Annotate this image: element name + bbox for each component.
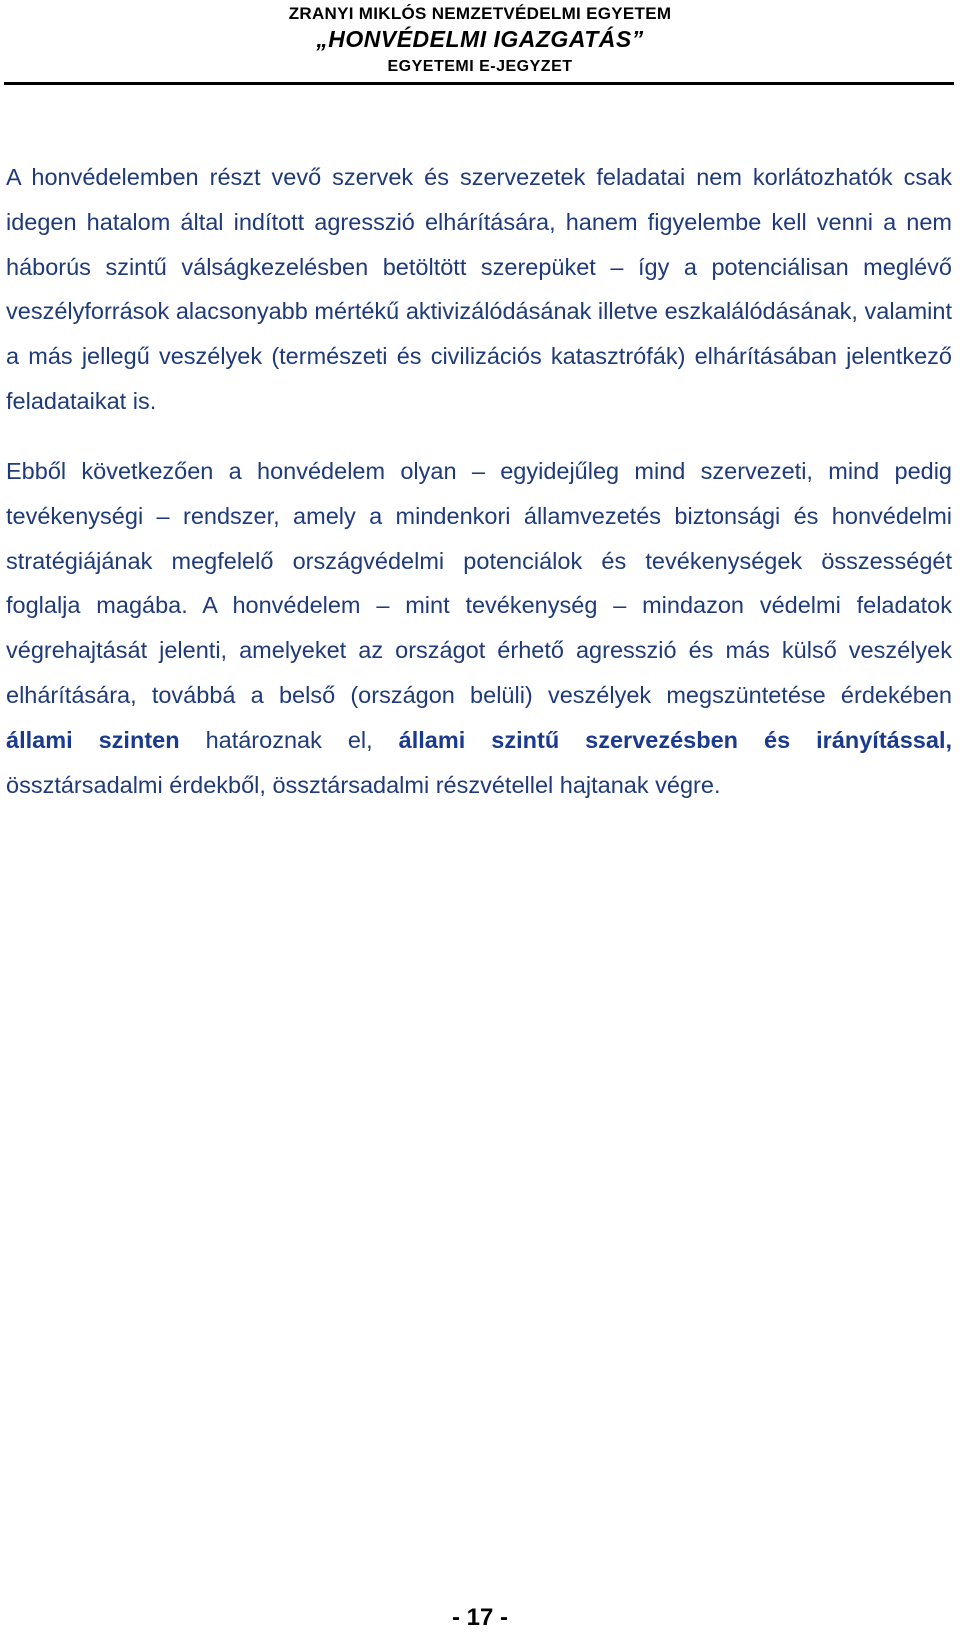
paragraph-2-bold-a: állami szinten <box>6 726 180 753</box>
header-divider <box>4 82 954 85</box>
paragraph-2-bold-b: állami szintű szervezésben és irányítással, <box>398 726 953 753</box>
paragraph-1 <box>6 155 952 424</box>
paragraph-2-text-b: határoznak el, <box>179 726 399 753</box>
page-number: - 17 - <box>451 1604 508 1631</box>
paragraph-2 <box>6 449 952 807</box>
paragraph-1-text: A honvédelemben részt vevő szervek és szervezetek feladatai nem korlátozhatók csak idegen hatalom által indított agresszió elhárítására, hanem figyelembe kell venni a nem háborús szintű válságkezelésben betöltött szerepüket – így a potenciálisan meglévő veszélyforrások alacsonyabb mértékű aktivizálódásának illetve eszkalálódásának, valamint a más jellegű veszélyek (természeti és civilizációs katasztrófák) elhárításában jelentkező feladataikat is. <box>6 164 952 414</box>
document-title: „HONVÉDELMI IGAZGATÁS” <box>316 26 644 52</box>
paragraph-2-text-a: Ebből következően a honvédelem olyan – egyidejűleg mind szervezeti, mind pedig tevékenységi – rendszer, amely a mindenkori államvezetés biztonsági és honvédelmi stratégiájának megfelelő országvédelmi potenciálok és tevékenységek összességét foglalja magába. A honvédelem – mint tevékenység – mindazon védelmi feladatok végrehajtását jelenti, amelyeket az országot érhető agresszió és más külső veszélyek elhárítására, továbbá a belső (országon belüli) veszélyek megszüntetése érdekében <box>6 458 952 708</box>
paragraph-2-text-c: össztársadalmi érdekből, össztársadalmi részvétellel hajtanak végre. <box>6 771 721 798</box>
document-subtitle: EGYETEMI E-JEGYZET <box>387 58 573 75</box>
university-name: ZRANYI MIKLÓS NEMZETVÉDELMI EGYETEM <box>288 4 672 23</box>
